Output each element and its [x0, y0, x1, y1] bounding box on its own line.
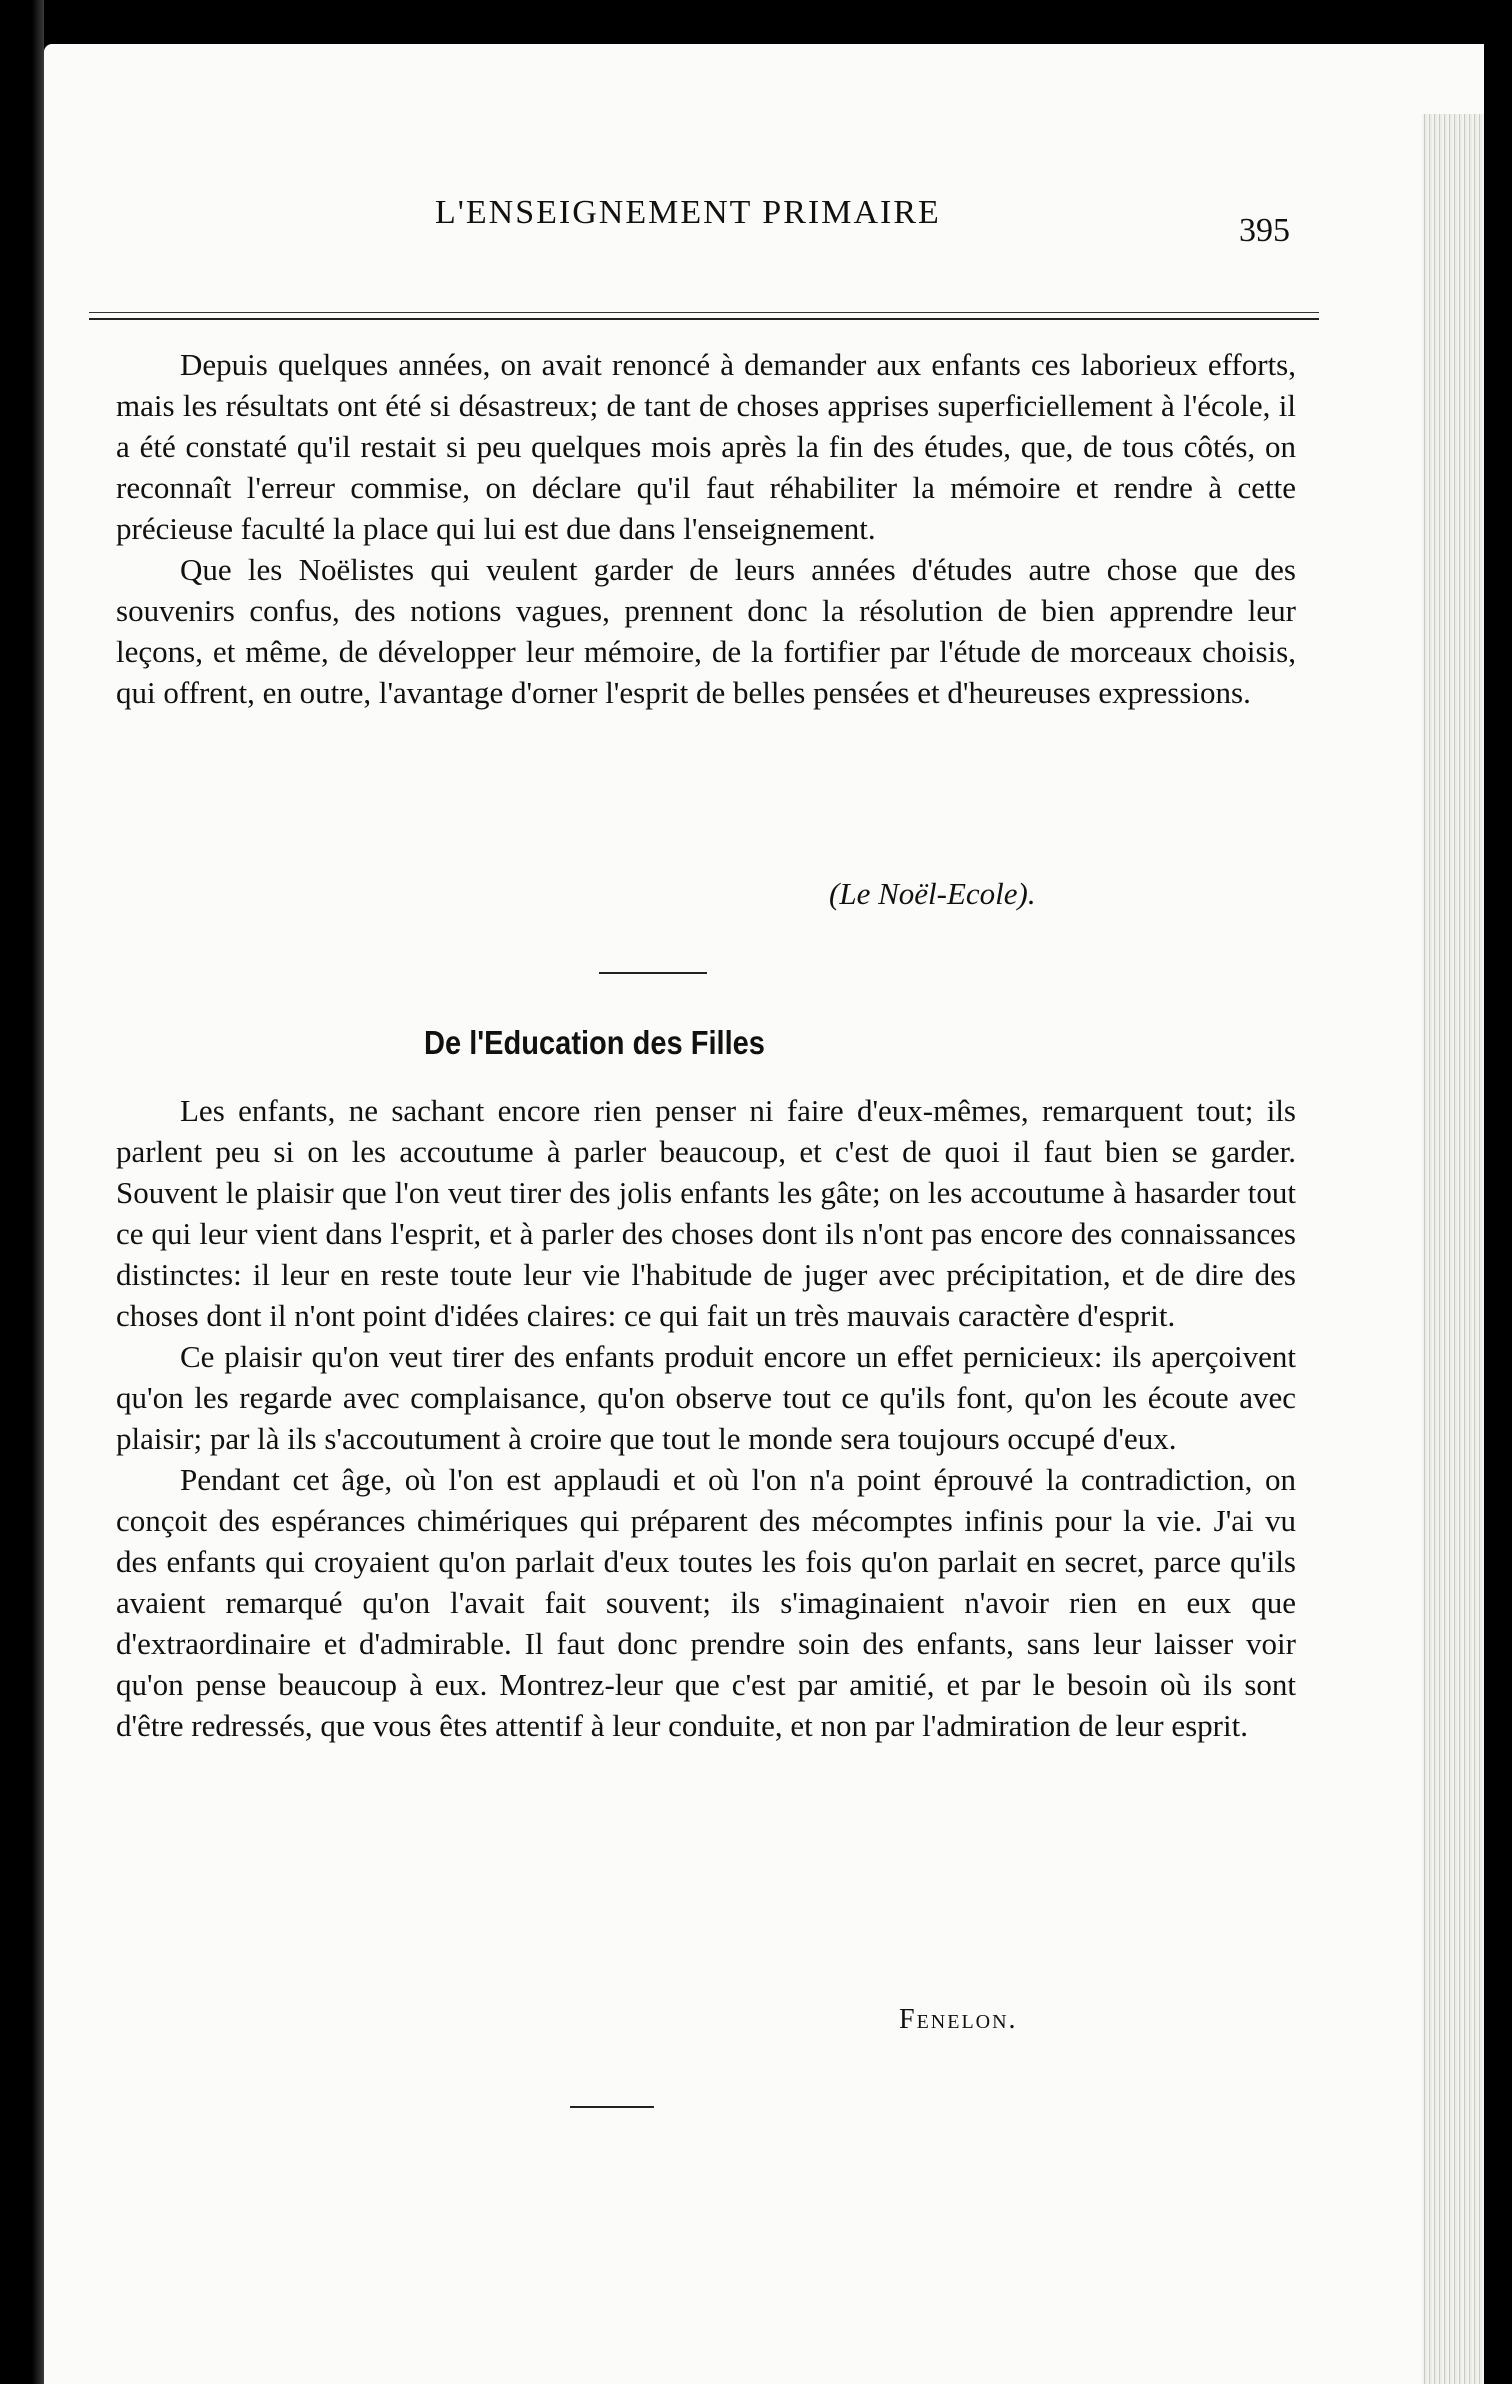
page-number: 395 — [1239, 212, 1290, 249]
header-rule-thin — [89, 312, 1319, 313]
page-edges — [1422, 114, 1484, 2384]
paragraph: Les enfants, ne sachant encore rien penser ni faire d'eux-mêmes, remarquent tout; ils parlent peu si on les accoutume à parler beaucoup, et c'est de quoi il faut bien se garder. Souvent le plaisir que l'on veut tirer des jolis enfants les gâte; on les accoutume à hasarder tout ce qui leur vient dans l'esprit, et à parler des choses dont ils n'ont pas encore des connaissances distinctes: il leur en reste toute leur vie l'habitude de juger avec précipitation, et de dire des choses dont il n'ont point d'idées claires: ce qui fait un très mauvais caractère d'esprit. — [116, 1093, 1296, 1333]
book-page — [44, 44, 1484, 2384]
paragraph: Ce plaisir qu'on veut tirer des enfants produit encore un effet pernicieux: ils aperçoivent qu'on les regarde avec complaisance, qu'on observe tout ce qu'ils font, qu'on les écoute avec plaisir; par là ils s'accoutument à croire que tout le monde sera toujours occupé d'eux. — [116, 1339, 1296, 1456]
article-memory-text — [116, 344, 1296, 713]
paragraph: Depuis quelques années, on avait renoncé à demander aux enfants ces laborieux efforts, mais les résultats ont été si désastreux; de tant de choses apprises superficiellement à l'école, il a été constaté qu'il restait si peu quelques mois après la fin des études, que, de tous côtés, on reconnaît l'erreur commise, on déclare qu'il faut réhabiliter la mémoire et rendre à cette précieuse faculté la place qui lui est due dans l'enseignement. — [116, 347, 1296, 546]
running-title: L'ENSEIGNEMENT PRIMAIRE — [435, 194, 941, 231]
source-citation: (Le Noël-Ecole). — [829, 876, 1036, 911]
end-separator — [570, 2106, 654, 2108]
section-separator — [599, 972, 707, 974]
page-header — [389, 194, 1349, 254]
paragraph: Que les Noëlistes qui veulent garder de leurs années d'études autre chose que des souvenirs confus, des notions vagues, prennent donc la résolution de bien apprendre leur leçons, et même, de développer leur mémoire, de la fortifier par l'étude de morceaux choisis, qui offrent, en outre, l'avantage d'orner l'esprit de belles pensées et d'heureuses expressions. — [116, 552, 1296, 710]
section-title: De l'Education des Filles — [424, 1024, 765, 1061]
paragraph: Pendant cet âge, où l'on est applaudi et où l'on n'a point éprouvé la contradiction, on conçoit des espérances chimériques qui préparent des mécomptes infinis pour la vie. J'ai vu des enfants qui croyaient qu'on parlait d'eux toutes les fois qu'on parlait en secret, parce qu'ils avaient remarqué qu'on l'avait fait souvent; ils s'imaginaient n'avoir rien en eux que d'extraordinaire et d'admirable. Il faut donc prendre soin des enfants, sans leur laisser voir qu'on pense beaucoup à eux. Montrez-leur que c'est par amitié, et par le besoin où ils sont d'être redressés, que vous êtes attentif à leur conduite, et non par l'admiration de leur esprit. — [116, 1462, 1296, 1743]
header-rule-thick — [89, 318, 1319, 320]
article-education-text — [116, 1090, 1296, 1746]
scan-border — [0, 0, 44, 2384]
author-signature: Fenelon. — [899, 2004, 1018, 2035]
